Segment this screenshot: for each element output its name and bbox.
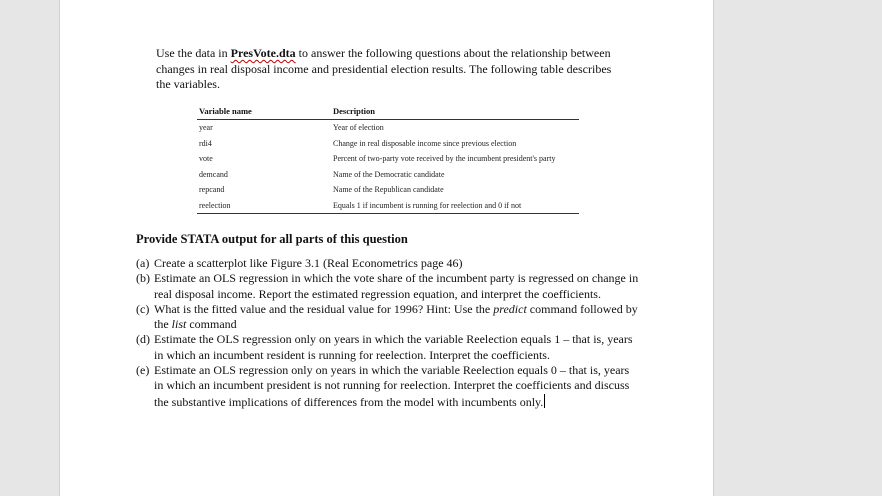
question-label: (e)	[136, 363, 150, 378]
variables-table	[197, 104, 579, 214]
question-text: Create a scatterplot like Figure 3.1 (Real Econometrics page 46)	[154, 256, 463, 270]
question-text: Estimate the OLS regression only on years in which the variable Reelection equals 1 – that is, years in which an incumbent resident is running for reelection. Interpret the coefficients.	[154, 332, 633, 362]
question-text: Estimate an OLS regression in which the vote share of the incumbent party is regressed on change in real disposal income. Report the estimated regression equation, and interpret the coefficients.	[154, 271, 639, 301]
table-row	[197, 120, 579, 136]
list-item	[136, 332, 641, 363]
question-label: (d)	[136, 332, 150, 347]
question-label: (c)	[136, 301, 150, 316]
table-row	[197, 136, 579, 152]
intro-paragraph	[156, 46, 626, 93]
command-predict: predict	[493, 301, 527, 316]
variable-description: Change in real disposable income since previous election	[333, 138, 517, 148]
list-item	[136, 271, 641, 302]
table-row	[197, 151, 579, 167]
question-label: (a)	[136, 256, 150, 270]
header-description: Description	[331, 104, 579, 120]
header-variable-name: Variable name	[197, 104, 331, 120]
intro-text-before: Use the data in	[156, 46, 231, 60]
variable-name: demcand	[199, 169, 228, 179]
table-row	[197, 167, 579, 183]
variable-name: rdi4	[199, 138, 212, 148]
list-item	[136, 256, 641, 271]
table-row	[197, 182, 579, 198]
list-item	[136, 363, 641, 410]
question-text: Estimate an OLS regression only on years in which the variable Reelection equals 0 – that is, years in which an incumbent president is not running for reelection. Interpret the coefficients and discuss the substantive implications of differences from the model with incumbents only.	[154, 363, 630, 409]
variable-name: vote	[199, 154, 213, 164]
variable-name: reelection	[197, 198, 331, 214]
data-filename: PresVote.dta	[230, 46, 296, 60]
question-list	[136, 256, 641, 410]
table-header-row	[197, 104, 579, 120]
variable-description: Equals 1 if incumbent is running for reelection and 0 if not	[331, 198, 579, 214]
intro-text-after: to answer the following questions about the relationship between changes in real disposal income and presidential election results. The following table describes the variables.	[156, 46, 612, 91]
question-text-after: command	[186, 317, 237, 332]
command-list: list	[171, 317, 187, 332]
variable-description: Name of the Democratic candidate	[333, 169, 445, 179]
text-cursor	[544, 394, 545, 408]
variable-description: Percent of two-party vote received by the incumbent president's party	[333, 154, 556, 164]
document-page[interactable]	[59, 0, 714, 496]
variable-name: year	[199, 123, 213, 133]
question-text-middle: command followed by the	[154, 301, 638, 332]
variable-description: Name of the Republican candidate	[333, 185, 444, 195]
variable-description: Year of election	[333, 123, 384, 133]
variable-name: repcand	[199, 185, 225, 195]
question-label: (b)	[136, 271, 150, 286]
table-row	[197, 198, 579, 214]
list-item	[136, 302, 641, 333]
section-heading: Provide STATA output for all parts of this question	[136, 232, 408, 246]
question-text-before: What is the fitted value and the residual value for 1996? Hint: Use the	[154, 301, 494, 316]
